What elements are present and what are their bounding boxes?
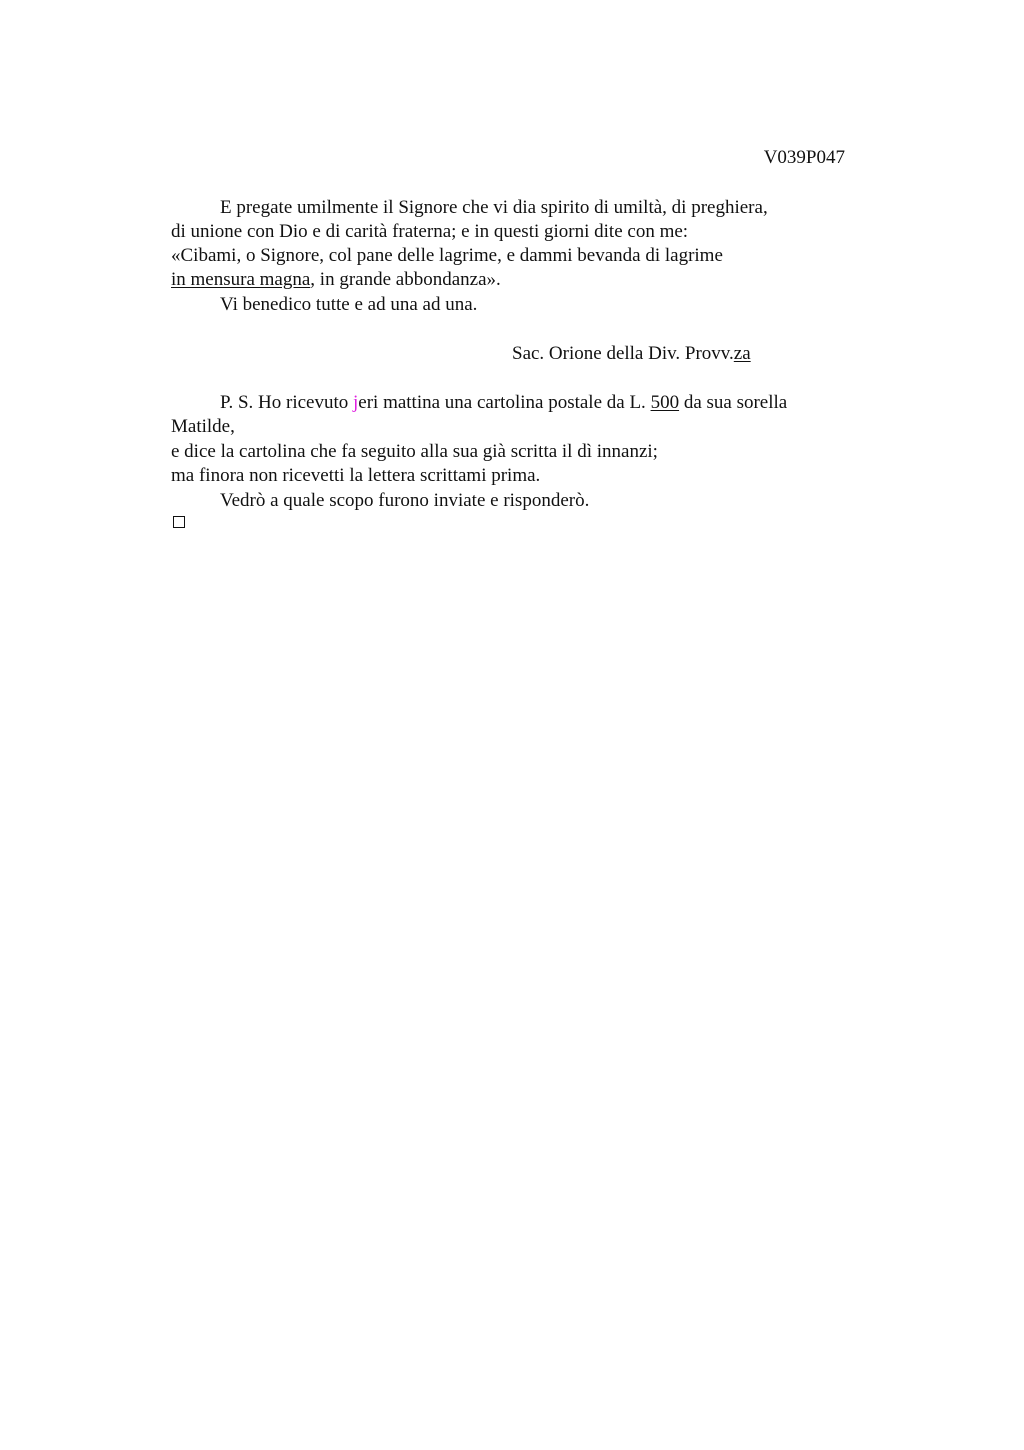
postscript-line1-c: da sua sorella xyxy=(679,392,788,413)
signature-main: Sac. Orione della Div. Provv. xyxy=(512,343,734,364)
postscript-line4: ma finora non ricevetti la lettera scrittami prima. xyxy=(171,465,541,486)
paragraph1-line4-rest: , in grande abbondanza». xyxy=(310,269,501,290)
empty-checkbox-glyph xyxy=(173,516,185,528)
paragraph1-line1: E pregate umilmente il Signore che vi dia spirito di umiltà, di preghiera, xyxy=(220,197,768,218)
postscript-line2: Matilde, xyxy=(171,416,235,437)
postscript-line5: Vedrò a quale scopo furono inviate e risponderò. xyxy=(220,490,590,511)
postscript-line1-b: eri mattina una cartolina postale da L. xyxy=(358,392,651,413)
signature-abbrev: za xyxy=(733,343,751,364)
document-reference: V039P047 xyxy=(763,147,845,168)
signature xyxy=(512,342,751,366)
paragraph1-line2: di unione con Dio e di carità fraterna; e in questi giorni dite con me: xyxy=(171,221,689,242)
highlighted-letter: j xyxy=(353,392,359,413)
paragraph1-line4 xyxy=(171,268,501,292)
postscript-line1-a: P. S. Ho ricevuto xyxy=(220,392,353,413)
postscript-line1 xyxy=(220,391,787,415)
postscript-amount: 500 xyxy=(650,392,680,413)
paragraph1-line3: «Cibami, o Signore, col pane delle lagrime, e dammi bevanda di lagrime xyxy=(171,245,723,266)
blessing-line: Vi benedico tutte e ad una ad una. xyxy=(220,294,478,315)
postscript-line3: e dice la cartolina che fa seguito alla sua già scritta il dì innanzi; xyxy=(171,441,658,462)
latin-phrase: in mensura magna xyxy=(171,269,311,290)
